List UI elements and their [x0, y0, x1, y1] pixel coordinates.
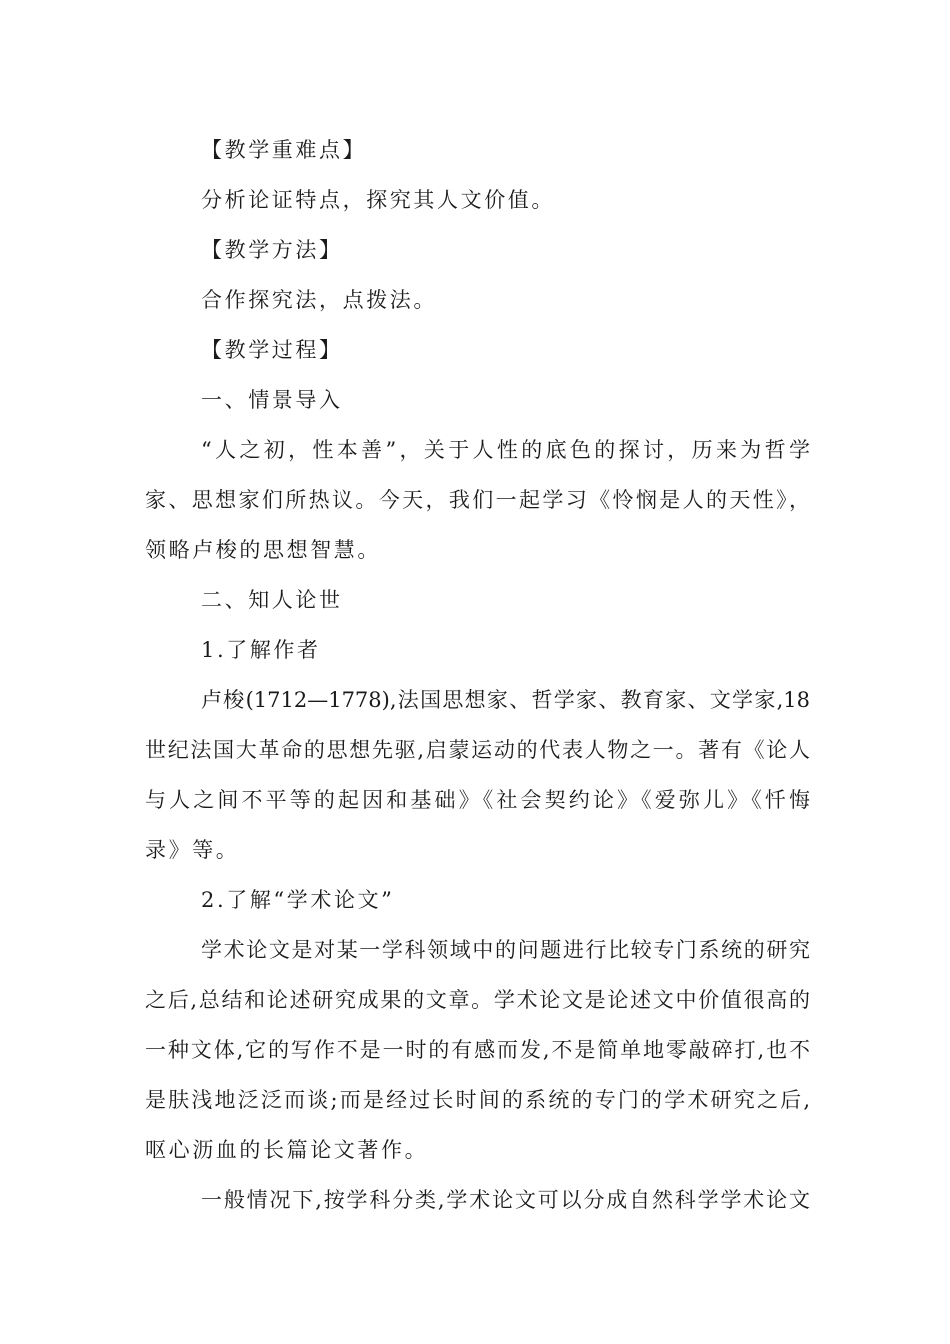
- item1-paragraph-line: 与人之间不平等的起因和基础》《社会契约论》《爱弥儿》《忏悔: [145, 788, 810, 812]
- item1-paragraph-line: 录》等。: [145, 838, 240, 862]
- process-heading: 【教学过程】: [201, 338, 343, 362]
- part1-paragraph-line: 领略卢梭的思想智慧。: [145, 538, 381, 562]
- item2-paragraph-line: 是肤浅地泛泛而谈;而是经过长时间的系统的专门的学术研究之后,: [145, 1088, 810, 1112]
- part1-paragraph-line: 家、思想家们所热议。今天，我们一起学习《怜悯是人的天性》，: [145, 488, 810, 512]
- item1-heading: 1.了解作者: [201, 638, 321, 662]
- difficulty-text: 分析论证特点，探究其人文价值。: [201, 188, 555, 212]
- part1-heading: 一、情景导入: [201, 388, 343, 412]
- item2b-paragraph-line: 一般情况下,按学科分类,学术论文可以分成自然科学学术论文: [201, 1188, 810, 1212]
- method-text: 合作探究法，点拨法。: [201, 288, 437, 312]
- item2-paragraph-line: 呕心沥血的长篇论文著作。: [145, 1138, 429, 1162]
- part1-paragraph-line: “人之初，性本善”，关于人性的底色的探讨，历来为哲学: [201, 438, 810, 462]
- item2-paragraph-line: 学术论文是对某一学科领域中的问题进行比较专门系统的研究: [201, 938, 810, 962]
- method-heading: 【教学方法】: [201, 238, 343, 262]
- item1-paragraph-line: 世纪法国大革命的思想先驱,启蒙运动的代表人物之一。著有《论人: [145, 738, 810, 762]
- part2-heading: 二、知人论世: [201, 588, 343, 612]
- difficulty-heading: 【教学重难点】: [201, 138, 367, 162]
- item1-paragraph-line: 卢梭(1712—1778),法国思想家、哲学家、教育家、文学家,18: [201, 688, 810, 712]
- item2-paragraph-line: 一种文体,它的写作不是一时的有感而发,不是简单地零敲碎打,也不: [145, 1038, 810, 1062]
- item2-paragraph-line: 之后,总结和论述研究成果的文章。学术论文是论述文中价值很高的: [145, 988, 810, 1012]
- item2-heading: 2.了解“学术论文”: [201, 888, 395, 912]
